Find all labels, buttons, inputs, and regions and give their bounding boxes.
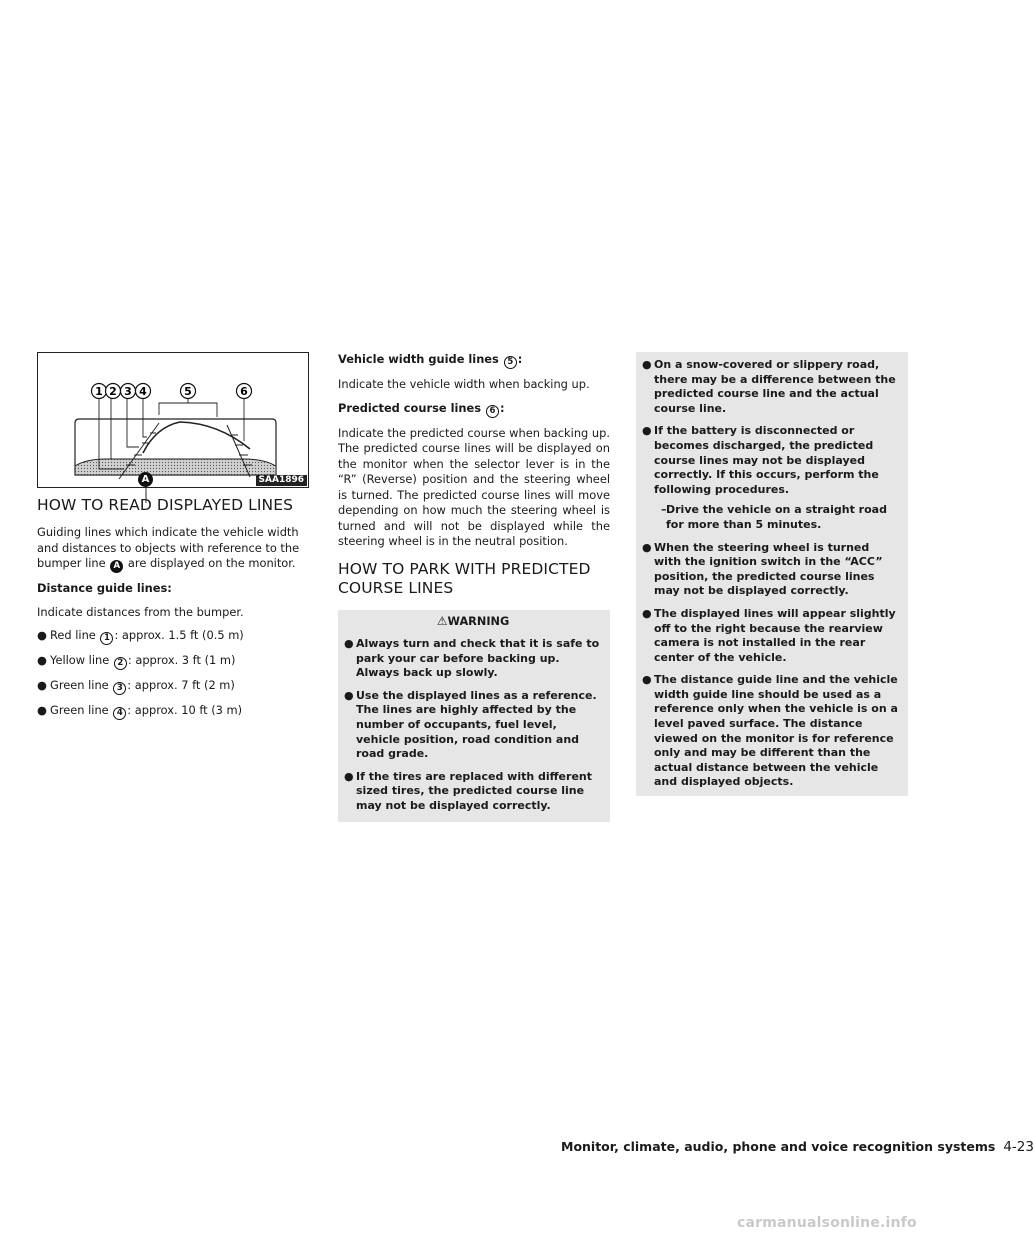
list-item: ● Green line 3 : approx. 7 ft (2 m) [37,678,235,693]
watermark-text: carmanualsonline.info [737,1215,917,1231]
svg-text:6: 6 [240,385,248,398]
distance-desc: Indicate distances from the bumper. [37,604,244,619]
warning-sub-item: – Drive the vehicle on a straight road for more than 5 minutes. [661,503,887,531]
intro-text-b: are displayed on the monitor. [127,556,296,570]
warning-icon: ⚠ [436,613,448,628]
list-item: ● Red line 1 : approx. 1.5 ft (0.5 m) [37,628,244,643]
warning-item: ● When the steering wheel is turned with the ignition switch in the “ACC” position, the predicted course lines may not be displayed correctly. [642,540,883,598]
marker-inline: 4 [113,707,126,720]
marker-inline: 3 [113,682,126,695]
marker-inline: 6 [486,405,499,418]
marker-2 [106,384,121,399]
section-heading-park: HOW TO PARK WITH PREDICTED COURSE LINES [338,559,591,597]
svg-text:2: 2 [109,385,117,398]
marker-3 [121,384,136,399]
right-column [636,352,908,796]
marker-5 [181,384,196,399]
middle-column [338,352,610,822]
warning-item: ● The displayed lines will appear slightly off to the right because the rearview camera is not installed in the rear center of the vehicle. [642,606,896,664]
distance-title: Distance guide lines: [37,581,172,595]
predicted-title: Predicted course lines 6 : [338,400,505,416]
marker-1 [92,384,107,399]
page-number: 4-23 [1003,1139,1034,1155]
warning-box-continued [636,352,908,796]
marker-a-inline: A [110,560,123,573]
section-heading-read-lines: HOW TO READ DISPLAYED LINES [37,496,294,514]
marker-4 [136,384,151,399]
guide-lines-illustration [38,353,308,487]
svg-text:4: 4 [139,385,147,398]
marker-inline: 2 [114,657,127,670]
left-column [37,352,309,728]
warning-item: ● If the battery is disconnected or becomes discharged, the predicted course lines may not be displayed correctly. If this occurs, perform the following procedures. – Drive the vehicle on a straight road for more than 5 minutes. [642,424,900,532]
width-guide-desc: Indicate the vehicle width when backing up. [338,377,590,391]
intro-text-a: Guiding lines which indicate the vehicle width and distances to objects with reference to the bumper line [37,525,300,570]
footer-title: Monitor, climate, audio, phone and voice recognition systems [561,1139,996,1154]
marker-inline: 5 [504,356,517,369]
warning-item: ● The distance guide line and the vehicle width guide line should be used as a reference only when the vehicle is on a level paved surface. The distance viewed on the monitor is for reference only and may be different than the actual distance between the vehicle and displayed objects. [642,673,898,789]
list-item: ● Yellow line 2 : approx. 3 ft (1 m) [37,653,236,668]
predicted-desc: Indicate the predicted course when backing up. The predicted course lines will be displayed on the monitor when the selector lever is in the “R” (Reverse) position and the steering wheel is turned. The predicted course lines will move depending on how much the steering wheel is turned and will not be displayed while the steering wheel is in the neutral position. [338,425,610,548]
warning-item: ● If the tires are replaced with different sized tires, the predicted course line may not be displayed correctly. [344,769,592,813]
marker-a-badge: A [138,472,153,487]
page-footer [561,1139,1034,1155]
monitor-diagram [37,352,309,488]
marker-6 [237,384,252,399]
warning-box [338,610,610,822]
intro-paragraph [37,525,309,573]
marker-inline: 1 [100,632,113,645]
warning-item: ● On a snow-covered or slippery road, there may be a difference between the predicted course line and the actual course line. [642,358,896,415]
svg-text:5: 5 [184,385,192,398]
figure-code: SAA1896 [256,475,307,486]
warning-header: ⚠WARNING [436,613,510,628]
distance-line-list [37,628,309,720]
svg-text:3: 3 [124,385,132,398]
warning-item: ● Always turn and check that it is safe to park your car before backing up. Always back up slowly. [344,637,600,680]
warning-item: ● Use the displayed lines as a reference. The lines are highly affected by the number of occupants, fuel level, vehicle position, road condition and road grade. [344,688,597,761]
svg-text:1: 1 [95,385,103,398]
list-item: ● Green line 4 : approx. 10 ft (3 m) [37,703,243,718]
width-guide-title: Vehicle width guide lines 5 : [338,352,523,367]
